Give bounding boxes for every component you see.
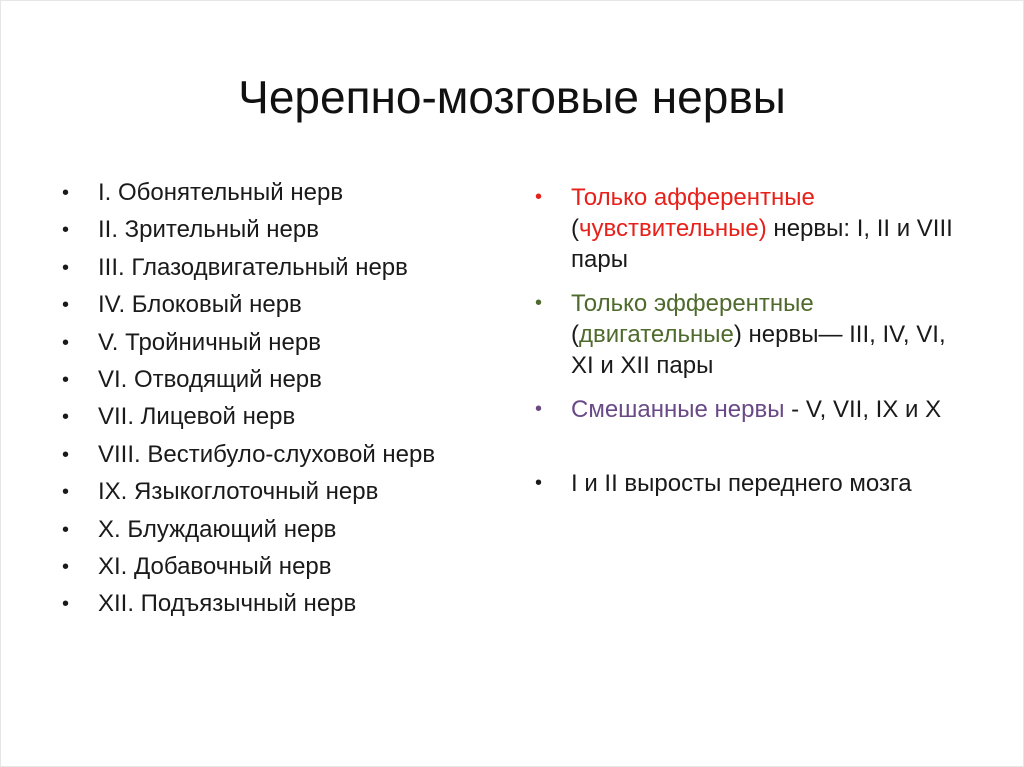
afferent-item	[533, 182, 973, 275]
list-item	[60, 215, 480, 245]
nerve-classification-list	[533, 182, 973, 512]
afferent-paren: (	[571, 215, 579, 242]
list-item	[60, 253, 480, 283]
mixed-title: Смешанные нервы	[571, 396, 785, 423]
bullet-icon: •	[535, 186, 543, 208]
slide-title: Черепно-мозговые нервы	[238, 71, 786, 123]
list-item-text: IV. Блоковый нерв	[98, 291, 302, 319]
bullet-icon: •	[62, 481, 70, 504]
bullet-icon: •	[62, 593, 70, 616]
list-item	[60, 402, 480, 432]
list-item	[60, 365, 480, 395]
efferent-paren: (	[571, 321, 579, 348]
afferent-term: чувствительные)	[579, 215, 767, 242]
list-item	[60, 328, 480, 358]
bullet-icon: •	[62, 182, 70, 204]
list-item	[60, 515, 480, 545]
list-item-text: XII. Подъязычный нерв	[98, 590, 357, 618]
efferent-title: Только эфферентные	[571, 290, 814, 317]
bullet-icon: •	[62, 443, 70, 466]
bullet-icon: •	[535, 472, 543, 494]
bullet-icon: •	[62, 219, 70, 242]
bullet-icon: •	[62, 518, 70, 541]
list-item-text: VII. Лицевой нерв	[98, 403, 296, 431]
list-item	[60, 552, 480, 582]
bullet-icon: •	[62, 406, 70, 429]
bullet-icon: •	[535, 292, 543, 314]
efferent-rest: ) нервы— III, IV, VI, XI и XII пары	[571, 321, 946, 379]
list-item	[60, 178, 480, 208]
list-item	[60, 477, 480, 507]
bullet-icon: •	[62, 331, 70, 354]
bullet-icon: •	[62, 294, 70, 317]
forebrain-text: I и II выросты переднего мозга	[571, 470, 912, 497]
cranial-nerves-list	[60, 178, 480, 627]
list-item-text: VIII. Вестибуло-слуховой нерв	[98, 440, 436, 468]
efferent-term: двигательные	[579, 321, 734, 348]
list-item	[60, 440, 480, 470]
list-item-text: III. Глазодвигательный нерв	[98, 253, 408, 281]
bullet-icon: •	[62, 368, 70, 391]
list-item-text: I. Обонятельный нерв	[98, 179, 344, 206]
list-item-text: II. Зрительный нерв	[98, 216, 319, 244]
list-item-text: VI. Отводящий нерв	[98, 365, 322, 393]
list-item-text: XI. Добавочный нерв	[98, 552, 332, 580]
bullet-icon: •	[62, 555, 70, 578]
bullet-icon: •	[535, 398, 543, 420]
list-item-text: V. Тройничный нерв	[98, 328, 321, 356]
forebrain-item	[533, 468, 973, 499]
list-item-text: IX. Языкоглоточный нерв	[98, 478, 379, 506]
mixed-rest: - V, VII, IX и X	[784, 396, 942, 423]
list-item	[60, 589, 480, 619]
list-item-text: X. Блуждающий нерв	[98, 515, 337, 543]
afferent-rest: нервы: I, II и VIII пары	[571, 215, 953, 273]
efferent-item	[533, 288, 973, 381]
afferent-title: Только афферентные	[571, 184, 815, 211]
bullet-icon: •	[62, 256, 70, 279]
list-item	[60, 290, 480, 320]
mixed-item	[533, 394, 973, 425]
